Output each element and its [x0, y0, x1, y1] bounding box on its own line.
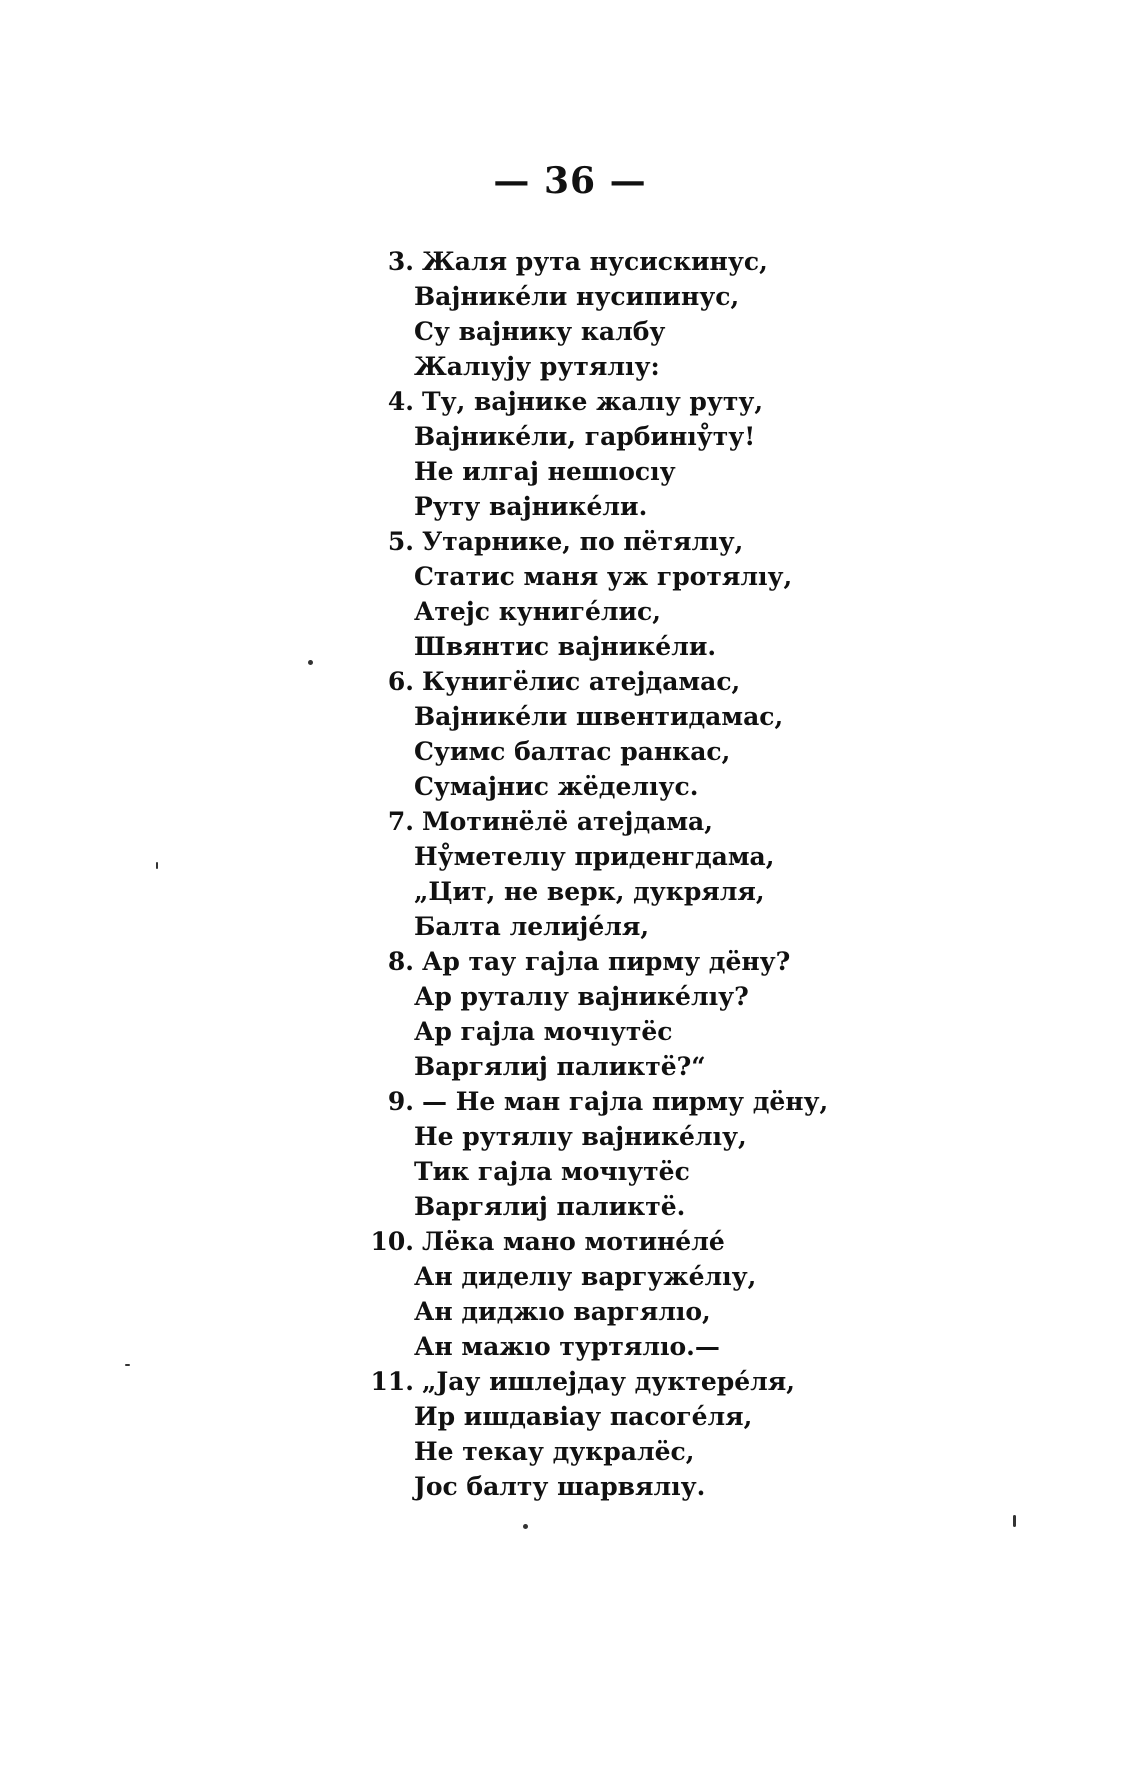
verse-line: [370, 1469, 930, 1504]
verse-line: [370, 909, 930, 944]
verse-line: [370, 769, 930, 804]
page-number: — 36 —: [493, 160, 647, 202]
verse-line: [370, 1399, 930, 1434]
verse-line: [370, 699, 930, 734]
ink-speck: [125, 1364, 130, 1366]
verse-line: [370, 1259, 930, 1294]
verse-text: Лёка мано мотинéлé: [422, 1227, 725, 1256]
stanza-number: 7.: [387, 807, 414, 836]
verse-text: Жалıују рутялıу:: [414, 352, 660, 381]
verse-text: Ан диджıо варгялıо,: [414, 1297, 711, 1326]
poem-body: [370, 244, 930, 1504]
verse-line: [370, 804, 930, 839]
verse-text: Не рутялıу вајникéлıу,: [414, 1122, 747, 1151]
verse-text: Тик гајла мочıутёс: [414, 1157, 690, 1186]
stanza-number: 3.: [387, 247, 414, 276]
stanza-number: 6.: [387, 667, 414, 696]
verse-text: Ар гајла мочıутёс: [414, 1017, 673, 1046]
verse-line: [370, 524, 930, 559]
verse-line: [370, 244, 930, 279]
stanza-number: 9.: [387, 1087, 414, 1116]
verse-line: [370, 1014, 930, 1049]
verse-text: — Не ман гајла пирму дёну,: [422, 1087, 829, 1116]
verse-text: Ну̊метелıу приденгдама,: [414, 842, 775, 871]
verse-text: Швянтис вајникéли.: [414, 632, 717, 661]
verse-text: Вајникéли швентидамас,: [414, 702, 784, 731]
verse-text: Су вајнику калбу: [414, 317, 666, 346]
verse-text: Руту вајникéли.: [414, 492, 648, 521]
ink-speck: [308, 660, 313, 665]
ink-speck: [523, 1524, 528, 1529]
verse-line: [370, 1329, 930, 1364]
verse-text: Кунигёлис атејдамас,: [422, 667, 741, 696]
verse-text: Ар руталıу вајникéлıу?: [414, 982, 749, 1011]
verse-line: [370, 979, 930, 1014]
verse-line: [370, 314, 930, 349]
verse-text: Утарнике, по пётялıу,: [422, 527, 744, 556]
ink-speck: [156, 862, 158, 869]
verse-text: Јос балту шарвялıу.: [414, 1472, 706, 1501]
verse-line: [370, 1049, 930, 1084]
verse-text: Ан мажıо туртялıо.—: [414, 1332, 720, 1361]
verse-line: [370, 1294, 930, 1329]
verse-line: [370, 944, 930, 979]
verse-text: Статис маня уж гротялıу,: [414, 562, 793, 591]
verse-line: [370, 734, 930, 769]
verse-text: Ту, вајнике жалıу руту,: [422, 387, 764, 416]
verse-text: Варгялиј паликтё?“: [414, 1052, 706, 1081]
stanza-number: 10.: [370, 1227, 414, 1256]
verse-text: Варгялиј паликтё.: [414, 1192, 686, 1221]
verse-line: [370, 594, 930, 629]
verse-text: Суимс балтас ранкас,: [414, 737, 731, 766]
verse-line: [370, 1189, 930, 1224]
verse-line: [370, 874, 930, 909]
verse-line: [370, 1154, 930, 1189]
verse-line: [370, 454, 930, 489]
verse-line: [370, 279, 930, 314]
verse-line: [370, 629, 930, 664]
verse-line: [370, 1119, 930, 1154]
verse-line: [370, 384, 930, 419]
stanza-number: 8.: [387, 947, 414, 976]
stanza-number: 11.: [370, 1367, 414, 1396]
verse-text: Мотинёлё атејдама,: [422, 807, 713, 836]
verse-text: „Јау ишлејдау дуктерéля,: [422, 1367, 795, 1396]
verse-line: [370, 664, 930, 699]
verse-text: Не текау дукралёс,: [414, 1437, 695, 1466]
verse-line: [370, 839, 930, 874]
verse-line: [370, 349, 930, 384]
stanza-number: 4.: [387, 387, 414, 416]
stanza-number: 5.: [387, 527, 414, 556]
verse-text: Вајникéли нусипинус,: [414, 282, 740, 311]
verse-text: Атејс кунигéлис,: [414, 597, 661, 626]
verse-text: Ан диделıу варгужéлıу,: [414, 1262, 757, 1291]
verse-text: Жаля рута нусискинус,: [422, 247, 768, 276]
verse-text: Сумајнис жёделıус.: [414, 772, 699, 801]
verse-line: [370, 489, 930, 524]
verse-text: Ир ишдавіау пасогéля,: [414, 1402, 753, 1431]
verse-text: Ар тау гајла пирму дёну?: [422, 947, 791, 976]
verse-line: [370, 419, 930, 454]
verse-text: „Цит, не верк, дукряля,: [414, 877, 765, 906]
verse-line: [370, 1364, 930, 1399]
verse-text: Вајникéли, гарбинıу̊ту!: [414, 422, 756, 451]
ink-speck: [1013, 1515, 1016, 1527]
verse-text: Балта лелијéля,: [414, 912, 650, 941]
verse-text: Не илгај нешıосıу: [414, 457, 676, 486]
verse-line: [370, 1084, 930, 1119]
verse-line: [370, 1434, 930, 1469]
verse-line: [370, 559, 930, 594]
verse-line: [370, 1224, 930, 1259]
